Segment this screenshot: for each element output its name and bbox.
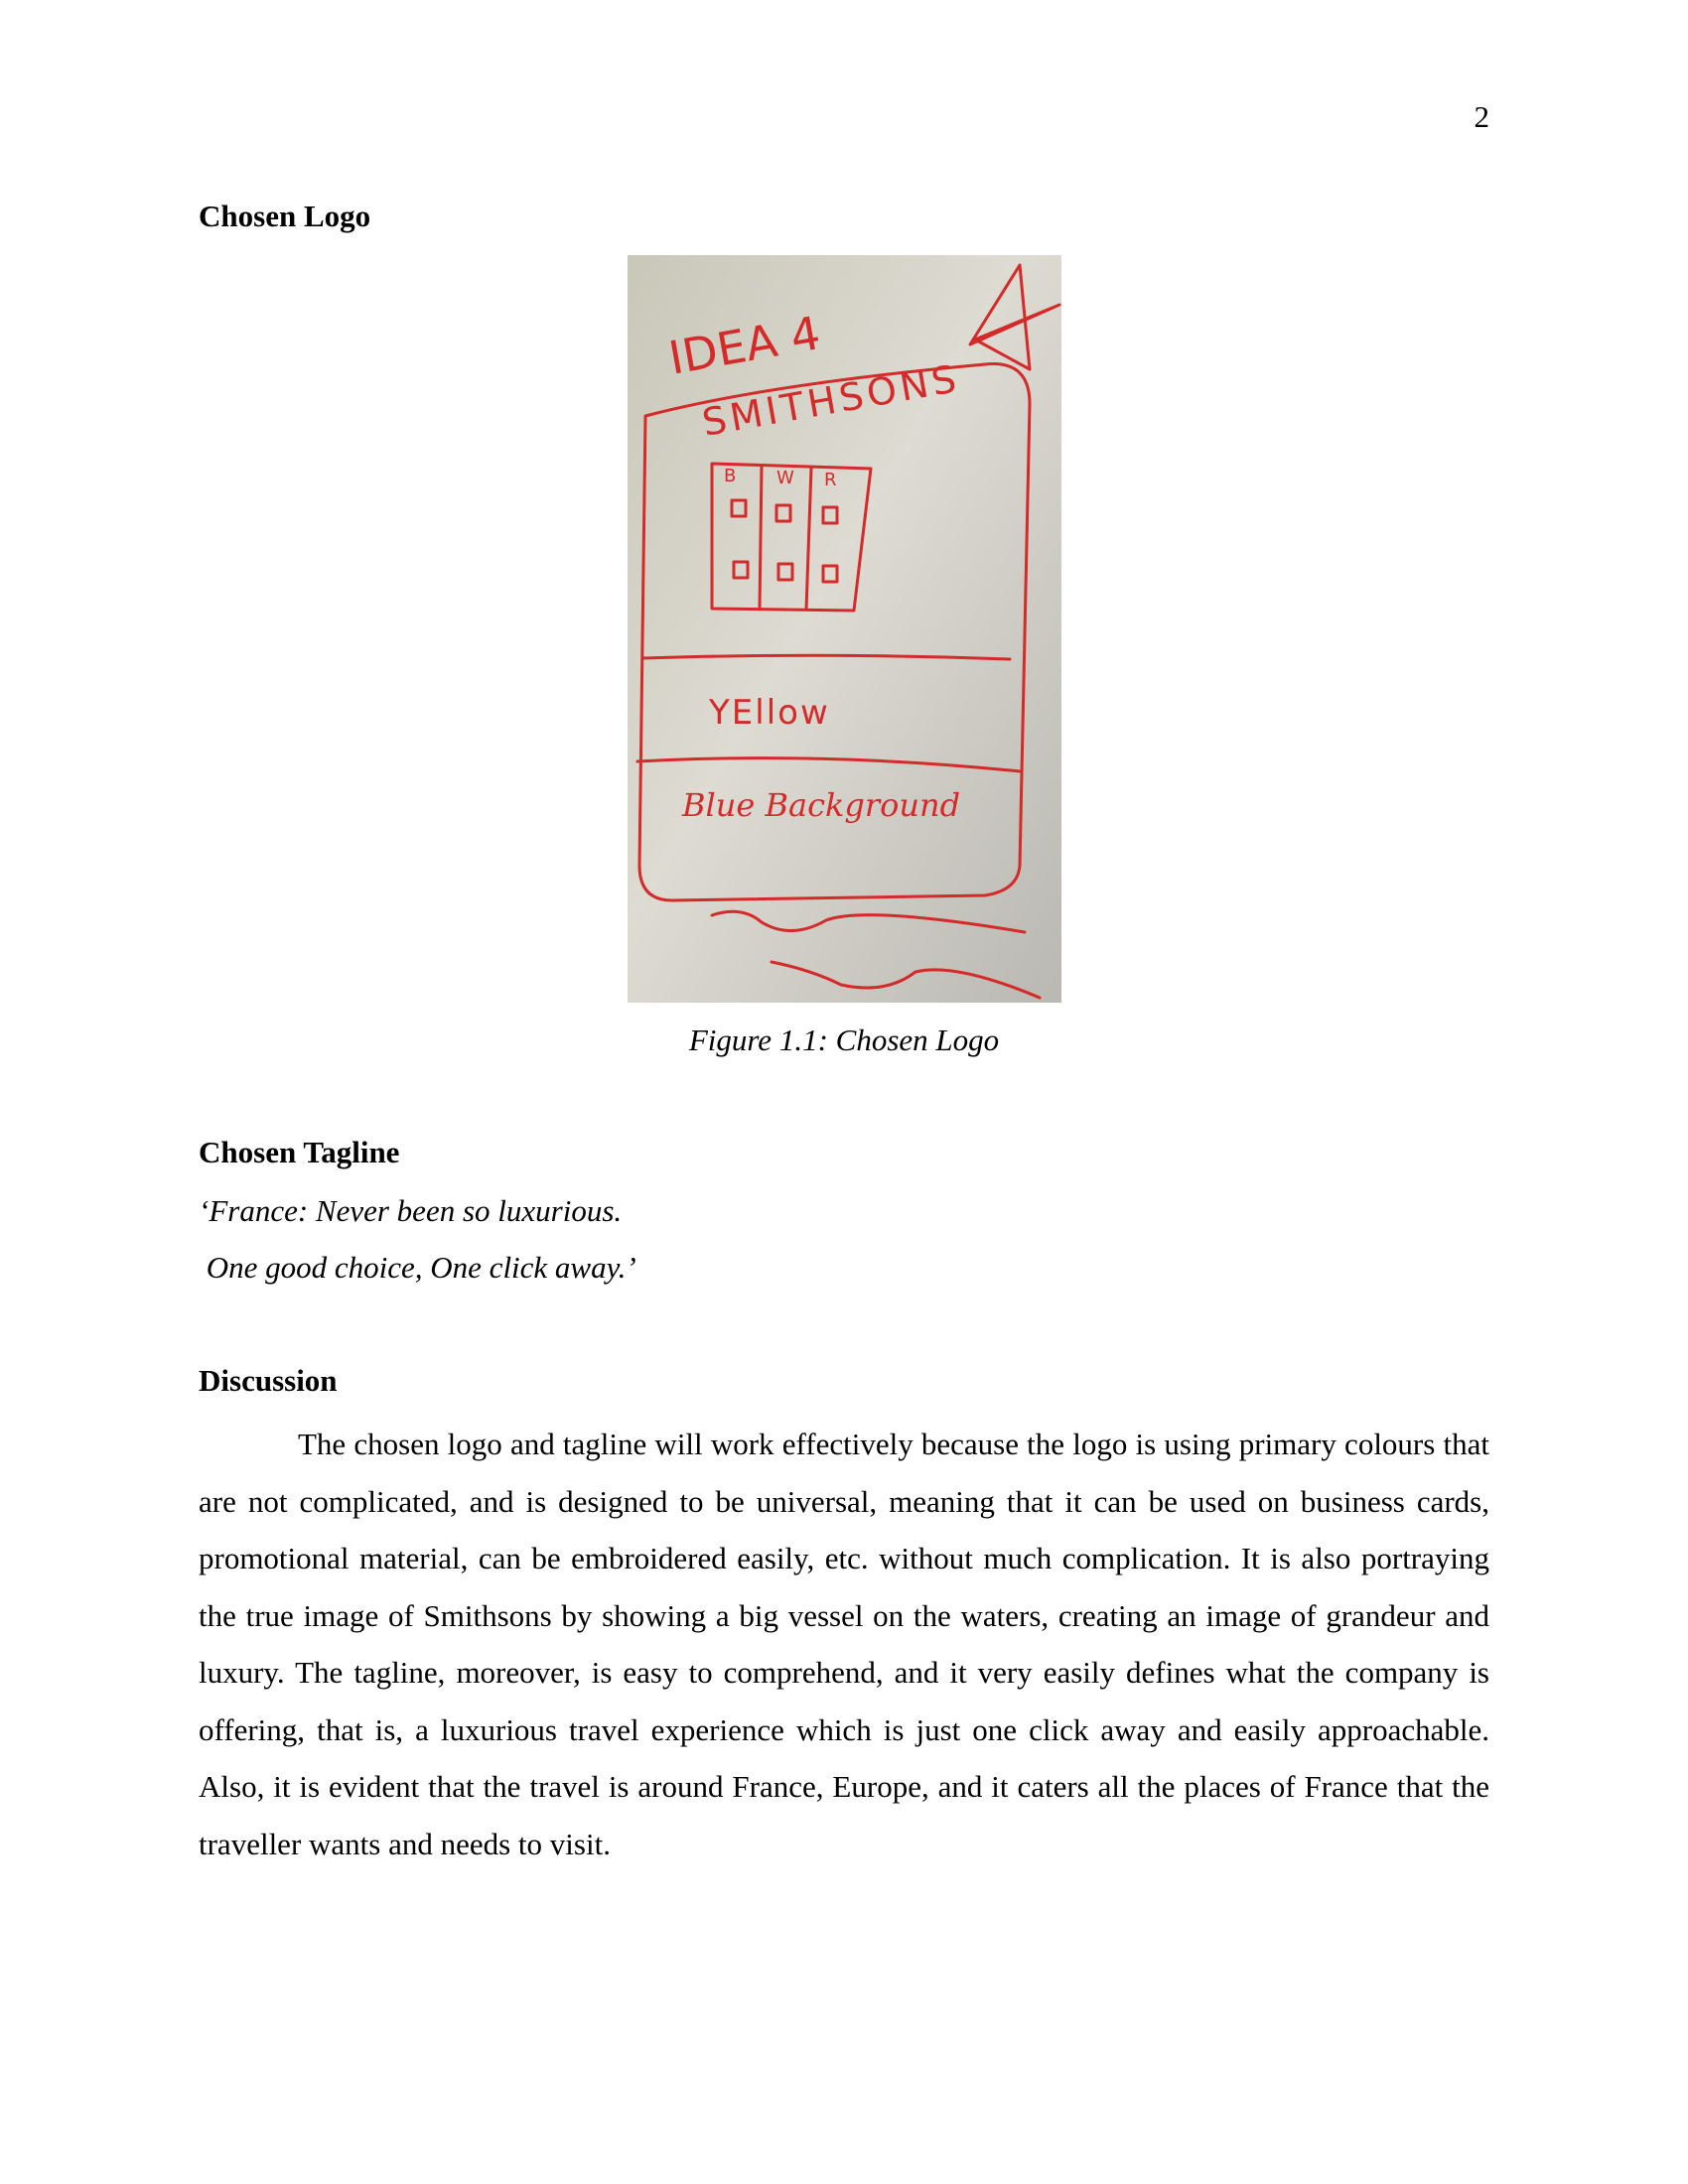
- chosen-logo-heading: Chosen Logo: [199, 199, 371, 233]
- sketch-idea-text: IDEA 4: [664, 306, 825, 385]
- page-number: 2: [1474, 99, 1489, 134]
- logo-sketch-photo: [628, 255, 1061, 1003]
- sketch-col-b: B: [724, 466, 737, 486]
- figure-caption: Figure 1.1: Chosen Logo: [688, 1023, 1000, 1057]
- tagline-line-2: One good choice, One click away.’: [199, 1250, 636, 1285]
- discussion-paragraph: The chosen logo and tagline will work effectively because the logo is using primary colours that are not complicated, and is designed to be universal, meaning that it can be used on business cards, promotional material, can be embroidered easily, etc. without much complication. It is also portraying the true image of Smithsons by showing a big vessel on the waters, creating an image of grandeur and luxury. The tagline, moreover, is easy to comprehend, and it very easily defines what the company is offering, that is, a luxurious travel experience which is just one click away and easily approachable. Also, it is evident that the travel is around France, Europe, and it caters all the places of France that the traveller wants and needs to visit.: [199, 1427, 1489, 1861]
- tagline-line-1: ‘France: Never been so luxurious.: [199, 1193, 623, 1228]
- sketch-col-r: R: [824, 470, 837, 490]
- sketch-name-text: SMITHSONS: [698, 355, 964, 445]
- discussion-heading: Discussion: [199, 1363, 338, 1398]
- sketch-yellow-text: YEllow: [709, 693, 830, 733]
- chosen-tagline-heading: Chosen Tagline: [199, 1135, 400, 1169]
- sketch-col-w: W: [776, 468, 794, 488]
- sketch-blue-text: Blue Background: [682, 786, 961, 824]
